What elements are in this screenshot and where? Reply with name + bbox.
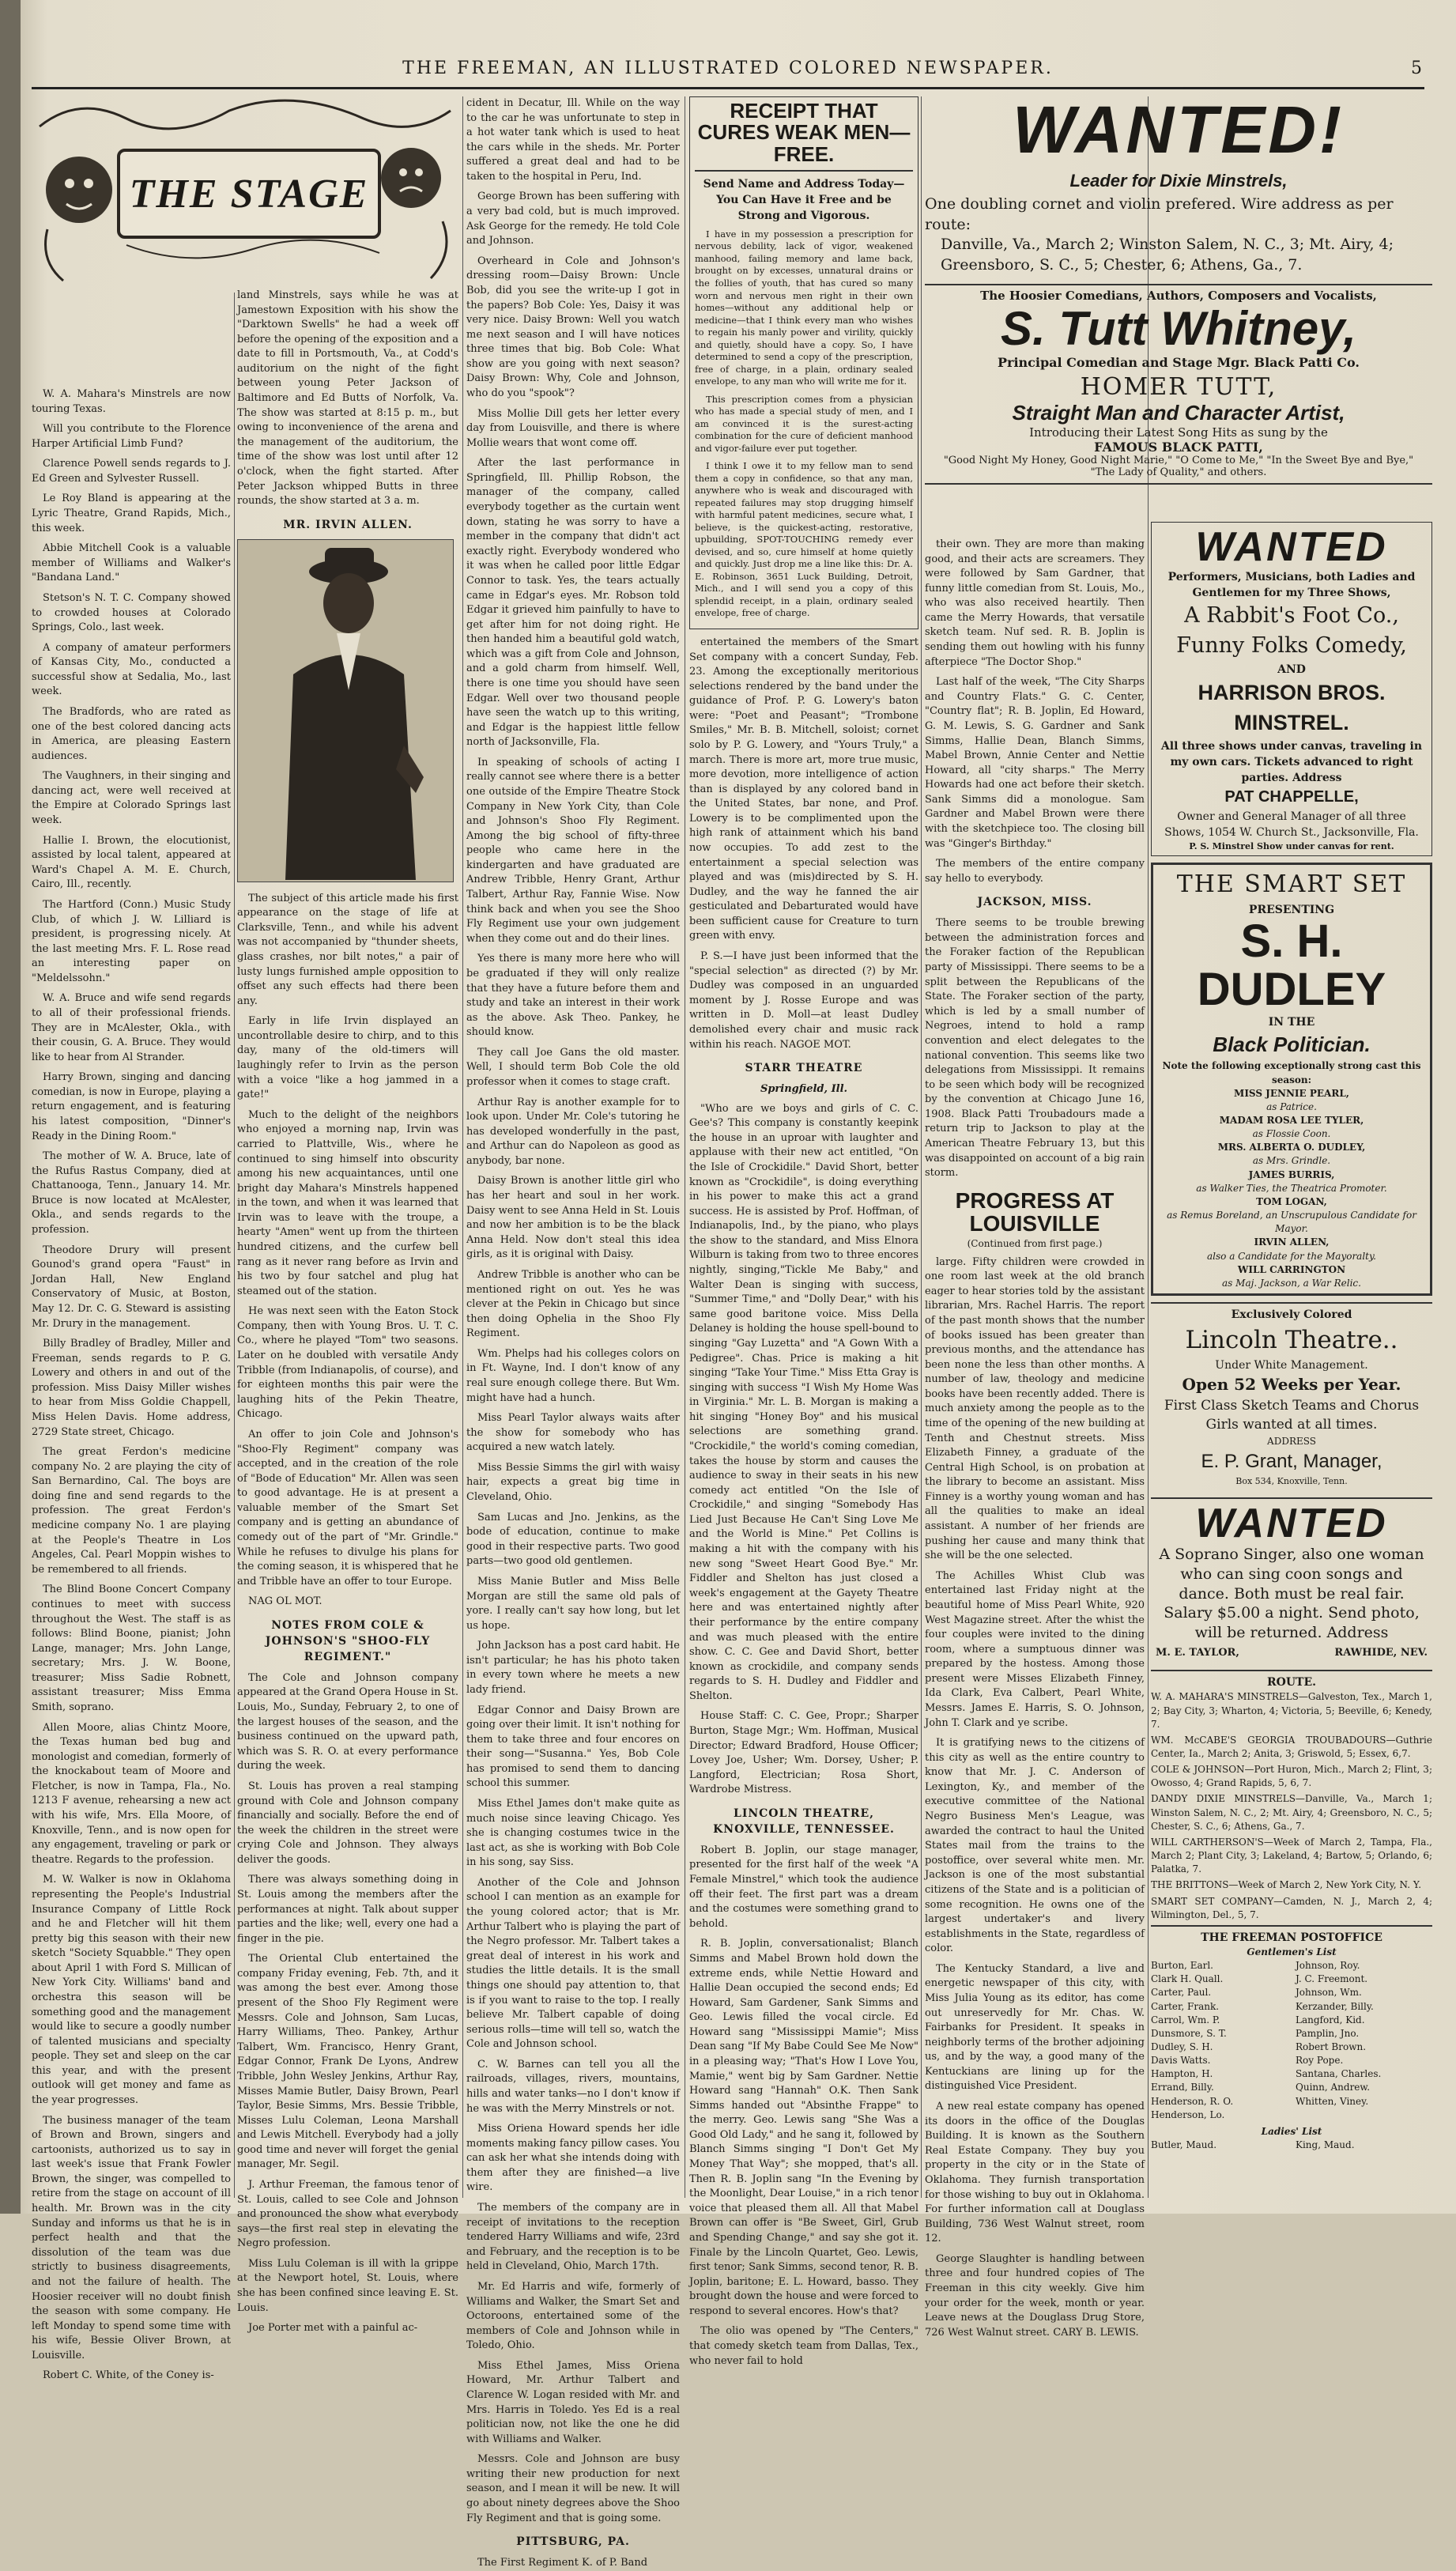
paragraph: After the last performance in Springfield, Ill. Phillip Robson, the manager of the company, called everybody together as the curtain went down, stating he was sorry to have a member in the company that didn't act exactly right. Everybody wondered who it was when he called poor little Edgar Connor to task. Yes, the tears actually came in Edgar's eyes. Mr. Robson told Edgar it grieved him painfully to have to get after him for not doing right. He then handed him a beautiful gold watch, which was a gift from Cole and Johnson, and a gold charm from himself. Well, there is one time you should have seen Edgar. Well over two thousand people have seen the watch up to this writing, and Edgar is the happiest little fellow north of Jacksonville, Fla. <box>466 457 680 749</box>
cast-line: JAMES BURRIS, <box>1248 1168 1335 1180</box>
gentleman-name: Robert Brown. <box>1296 2041 1367 2052</box>
column-rule <box>234 293 235 2198</box>
portrait-photo <box>238 540 453 882</box>
paragraph: George Slaughter is handling between three and four hundred copies of The Freeman in this city weekly. Give him your order for the week, month or year. Leave news at the Douglass Drug Store, 726 West Walnut street. CARY B. LEWIS. <box>925 2252 1145 2339</box>
route-line: WILL CARTHERSON'S—Week of March 2, Tampa, Fla., March 2; Plant City, 3; Lakeland, 4; Bartow, 5; Orlando, 6; Palatka, 7. <box>1151 1836 1432 1875</box>
homer-name: HOMER TUTT, <box>1080 372 1277 401</box>
gentleman-name: Henderson, Lo. <box>1151 2109 1225 2120</box>
news-item: Robert C. White, of the Coney is- <box>43 2369 214 2382</box>
cast-line: as Mrs. Grindle. <box>1252 1155 1331 1167</box>
wanted-lead: Leader for Dixie Minstrels, <box>1069 171 1288 191</box>
paragraph: R. B. Joplin, conversationalist; Blanch Simms and Mabel Brown hold down the extreme ends, while Nettie Howard and Hallie Dean occupied the second ends; Ed Howard, Sam Gardener, Sank Simms and Geo. Lewis filled the vocal circle. Ed Howard sang "Mississippi Mamie"; Miss Dean sang "If My Babe Could See Me Now" in a pleasing way; "That's How I Love You, Mamie," went big by Sam Gardner. Nettie Howard sang "Hannah" O.K. Then Sank Simms handed out "Absinthe Frappe" to the merry. Geo. Lewis sang "She Was a Good Old Lady," and he sang it, followed by Blanch Simms singing "I Don't Get My Money That Way"; she mopped, that's all. Then R. B. Joplin sang "In the Evening by the Moonlight, Dear Louise," in a rich tenor voice that pleased them all. All that Mabel Brown can offer is "Be Sweet, Girl, Grub and Spending Change," and say she got it. Finale by the Lincoln Quartet, Geo. Lewis, first tenor; Sank Simms, second tenor, R. B. Joplin, baritone; E. L. Howard, basso. They brought down the house and were forced to respond to several encores. How's that? <box>689 1938 918 2317</box>
news-item: M. W. Walker is now in Oklahoma representing the People's Industrial Insurance Company of Little Rock and he and Fletcher will hit them pretty big this season with their new sketch "Society Squabble." They open about April 1 with Ford S. Millican of New York City. Williams' band and orchestra this season will be something good and the management would like to secure a goodly number of talented musicians and specialty people. They set and sleep on the car this year, and with the present outlook will get money and fame as the year progresses. <box>32 1874 231 2107</box>
news-item: Stetson's N. T. C. Company showed to crowded houses at Colorado Springs, Colo., last week. <box>32 591 231 634</box>
gentleman-name: Johnson, Roy. <box>1296 1960 1360 1972</box>
gentleman-name: Santana, Charles. <box>1296 2068 1382 2080</box>
route-list <box>1151 1690 1432 1922</box>
jackson-article: There seems to be trouble brewing between the administration forces and the Foraker faction of the Republican party of Mississippi. There seems to be a split between the Republicans of the State. The Foraker section of the party, which is led by a small number of Negroes, intend to hold a ramp convention and elect delegates to the national convention. This seems like two delegations from Mississippi. It remains to be seen which body will be recognized by the convention at Chicago June 16, 1908. Black Patti Troubadours made a return trip to Jackson to play at the American Theatre February 13, but this was disappointed on account of a big rain storm. <box>925 917 1145 1180</box>
news-item: A company of amateur performers of Kansas City, Mo., conducted a successful show at Sedalia, Mo., last week. <box>32 641 231 698</box>
smart-set-star: S. H. DUDLEY <box>1197 916 1386 1016</box>
article-continuation: cident in Decatur, Ill. While on the way to the car he was unfortunate to step in a hot water tank which is used to heat the cars while in the sheds. Mr. Porter suffered a great deal and had to be taken to the hospital in Peru, Ind. <box>466 97 680 183</box>
pittsburg-heading: PITTSBURG, PA. <box>516 2535 630 2549</box>
gentleman-name: Roy Pope. <box>1296 2055 1344 2067</box>
route-line: COLE & JOHNSON—Port Huron, Mich., March 2; Flint, 3; Owosso, 4; Grand Rapids, 5, 6, 7. <box>1151 1764 1432 1789</box>
paragraph: An offer to join Cole and Johnson's "Shoo-Fly Regiment" company was accepted, and in the creation of the role of "Bode of Education" Mr. Allen was seen to good advantage. He is at present a valuable member of the Smart Set company and is getting an abundance of comedy out of the part of "Mr. Grindle." While he refuses to divulge his plans for the coming season, it is whispered that he and Tribble have an offer to tour Europe. <box>237 1428 458 1588</box>
show-name: Funny Folks Comedy, <box>1176 633 1407 659</box>
paragraph: The Oriental Club entertained the company Friday evening, Feb. 7th, and it was among the best ever. Among those present of the Shoo Fly Regiment were Messrs. Cole and Johnson, Sam Lucas, Harry Williams, Theo. Pankey, Arthur Talbert, Wm. Francisco, Henry Grant, Edgar Connor, Frank De Lyons, Andrew Tribble, John Wesley Jenkins, Arthur Ray, Misses Mamie Butler, Daisy Brown, Pearl Taylor, Besie Simms, Mrs. Bessie Tribble, Misses Lulu Coleman, Leona Marshall and Lewis Mitchell. Everybody had a jolly good time and never will forget the genial manager, Mr. Segil. <box>237 1953 458 2171</box>
lincoln-ad-box: Box 534, Knoxville, Tenn. <box>1235 1476 1348 1487</box>
paragraph: entertained the members of the Smart Set company with a concert Sunday, Feb. 23. Among the exceptionally meritorious selections rendered by the band under the guidance of Prof. P. G. Lowery's baton were: "Poet and Peasant"; "Trombone Smiles," Mr. B. B. Mitchell, soloist; cornet solo by P. G. Lowery, and "Yours Truly," a march. There is more art, more true music, more devotion, more intelligence of action than is displayed by any colored band in the United States, bar none, and Prof. Lowery is to be complimented upon the high rank of attainment which his band now occupies. To add zest to the entertainment a special selection was played and was (mis)directed by S. H. Dudley, and the way he fanned the air gesticulated and Debarturated would have been sufficient cause for Creature to turn green with envy. <box>689 636 918 942</box>
paragraph: Early in life Irvin displayed an uncontrollable desire to chirp, and to this day, many of the old-timers will laughingly refer to Irvin as the person with a voice "like a hog jammed in a gate!" <box>237 1015 458 1101</box>
article-continuation: land Minstrels, says while he was at Jamestown Exposition with his show the "Darktown Swells" he had a week off before the opening of the exposition and a date to fill in Portsmouth, Va., at Codd's auditorium on the night of the fight between young Peter Jackson of Baltimore and Ed Butts of Norfolk, Va. The show was started at 8:15 p. m., but owing to inconvenience of the arena and the management of the auditorium, the time of the show was lost until after 12 o'clock, when the fight started. After Peter Jackson whipped Butts in three rounds, the show started at 3 a. m. <box>237 289 458 508</box>
paragraph: Edgar Connor and Daisy Brown are going over their limit. It isn't nothing for them to take three and four encores on their song—"Susanna." Yes, Bob Cole has promised to send them to dancing school this summer. <box>466 1704 680 1790</box>
paragraph: Miss Mollie Dill gets her letter every day from Louisville, and there is where Mollie wears that wont come off. <box>466 407 680 449</box>
paragraph: Miss Pearl Taylor always waits after the show for somebody who has acquired a new watch lately. <box>466 1412 680 1454</box>
paragraph: Yes there is many more here who will be graduated if they will only realize that they have a future before them and study and take an interest in their work as the above. Ask Theo. Pankey, he should know. <box>466 953 680 1039</box>
paragraph: Robert B. Joplin, our stage manager, presented for the first half of the week "A Female Minstrel," which took the audience off their feet. The first part was a dream and the costumes were something grand to behold. <box>689 1844 918 1930</box>
gentlemen-list <box>1151 1959 1432 2122</box>
gentleman-name: Whitten, Viney. <box>1296 2095 1369 2107</box>
paragraph: He was next seen with the Eaton Stock Company, then with Young Bros. U. T. C. Co., where he played "Tom" two seasons. Later on he doubled with versatile Andy Tribble (from Indianapolis, of course), and for eighteen months this pair were the laughing hits of the Pekin Theatre, Chicago. <box>237 1305 458 1421</box>
lincoln-continuation <box>925 538 1145 886</box>
column-stage-notes <box>32 387 231 2382</box>
paragraph: Another of the Cole and Johnson school I can mention as an example for the young colored actor; that is Mr. Arthur Talbert who is playing the part of the Negro professor. Mr. Talbert takes a great deal of interest in his work and studies the little details. It is the small things one should pay attention to, that is if you want to raise to the top. I really believe Mr. Talbert capable of doing serious rolls—time will tell so, watch the Cole and Johnson school. <box>466 1876 680 2051</box>
paragraph: Much to the delight of the neighbors who enjoyed a morning nap, Irvin was carried to Plattville, Wis., where he continued to sing himself into obscurity among his new acquaintances, until one bright day Mahara's Minstrels happened in the town, and when it was learned that Irvin was to leave with the troupe, a hearty "Amen" went up from the thirteen hundred citizens, and the curfew bell rang as it never rang before as Irvin and his two by four satchel and plug hat steamed out of the station. <box>237 1108 458 1297</box>
gentleman-name <box>1296 2109 1432 2122</box>
paragraph: The members of the company are in receipt of invitations to the reception tendered Harry Williams and wife, 23rd and February, and the reception is to be held in Cleveland, Ohio, March 17th. <box>466 2202 680 2273</box>
news-item: The Hartford (Conn.) Music Study Club, of which J. W. Lilliard is president, is progressing nicely. At the last meeting Mrs. F. L. Rose read an interesting paper on "Meldelssohn." <box>32 898 231 984</box>
gentleman-name: Errand, Billy. <box>1151 2082 1214 2093</box>
paragraph: The Cole and Johnson company appeared at the Grand Opera House in St. Louis, Mo., Sunday, February 2, to one of the largest houses of the season, and the business continued on the upward path, which was S. R. O. at every performance during the week. <box>237 1671 458 1773</box>
gentleman-name: Carter, Frank. <box>1151 2000 1220 2012</box>
paragraph: Last half of the week, "The City Sharps and Country Flats." G. C. Center, "Country flat"; R. B. Joplin, Ed Howard, G. M. Lewis, S. G. Gardner and Sank Simms, Hallie Dean, Blanch Simms, Mabel Brown, Annie Center and Nettie Howard, all "city sharps." The Merry Howards had one act before their sketch. Sank Simms did a monologue. Sam Gardner and Mabel Brown were there with the sketchpiece too. The closing bill was "Ginger's Birthday." <box>925 676 1145 850</box>
news-item: The Bradfords, who are rated as one of the best colored dancing acts in America, are pleasing Eastern audiences. <box>32 705 231 762</box>
gentleman-name: Pamplin, Jno. <box>1296 2027 1360 2039</box>
gentleman-name: Dudley, S. H. <box>1151 2041 1213 2052</box>
cast-line: as Walker Ties, the Theatrica Promoter. <box>1196 1182 1387 1194</box>
route-section <box>1151 1670 1432 1922</box>
paragraph: I have in my possession a prescription for nervous debility, lack of vigor, weakened manhood, failing memory and lame back, brought on by excesses, unnatural drains or the follies of youth, that has cured so many worn and nervous men right in their own homes—without any additional help or medicine—that I think every man who wishes to regain his manly power and virility, quickly and quietly, should have a copy. So, I have determined to send a copy of the prescription, free of charge, in a plain, ordinary sealed envelope, to any man who will write me for it. <box>695 228 913 387</box>
route-line: WM. McCABE'S GEORGIA TROUBADOURS—Guthrie Center, Ia., March 2; Anita, 3; Griswold, 5; Essex, 6,7. <box>1151 1734 1432 1759</box>
news-item: The mother of W. A. Bruce, late of the Rufus Rastus Company, died at Chattanooga, Tenn., January 14. Mr. Bruce is now located at McAlester, Okla., and sends regards to the profession. <box>32 1150 231 1236</box>
news-item: The great Ferdon's medicine company No. 2 are playing the city of San Bernardino, Cal. The boys are doing fine and send regards to the profession. The great Ferdon's medicine company No. 1 are playing at the People's Theatre in Los Angeles, Cal. Pearl Moppin wishes to be remembered to all friends. <box>32 1446 231 1576</box>
tutt-famous: FAMOUS BLACK PATTI, <box>1094 439 1263 455</box>
left-page-edge <box>0 0 21 2214</box>
mask-icon <box>46 157 112 223</box>
paragraph: House Staff: C. C. Gee, Propr.; Sharper Burton, Stage Mgr.; Wm. Hoffman, Musical Director; Edward Bradford, House Officer; Lovey Joe, Usher; Wm. Dorsey, Usher; P. Langford, Electrician; Rosa Short, Wardrobe Mistress. <box>689 1710 918 1796</box>
news-item: Clarence Powell sends regards to J. Ed Green and Sylvester Russell. <box>32 458 231 485</box>
paragraph: Wm. Phelps had his colleges colors on in Ft. Wayne, Ind. I don't know of any real sure enough college there. But Wm. might have had a hunch. <box>466 1347 680 1404</box>
cast-line: TOM LOGAN, <box>1256 1195 1327 1207</box>
lincoln-ad-open: Open 52 Weeks per Year. <box>1182 1375 1401 1395</box>
paragraph: They call Joe Gans the old master. Well, I should term Bob Cole the old professor when it comes to stage craft. <box>466 1046 680 1088</box>
irvin-allen-portrait <box>237 539 454 882</box>
receipt-ad-subtitle: Send Name and Address Today—You Can Have it Free and be Strong and Vigorous. <box>703 177 905 222</box>
tutt-songs: "Good Night My Honey, Good Night Marie," "O Come to Me," "In the Sweet Bye and Bye," "The Lady of Quality," and others. <box>943 454 1414 478</box>
band-concert-article <box>689 636 918 1052</box>
wanted-body: A Soprano Singer, also one woman who can sing coon songs and dance. Both must be real fair. Salary $5.00 a night. Send photo, will be returned. Address <box>1159 1546 1424 1642</box>
paragraph: The subject of this article made his first appearance on the stage of life at Clarksville, Tenn., and while his advent was not accompanied by "thunder sheets, glass crashes, nor bilt notes," a pair of lusty lungs furnished ample opposition to offset any such effects had there been any. <box>237 892 458 1007</box>
article-heading: NOTES FROM COLE & JOHNSON'S "SHOO-FLY REGIMENT." <box>265 1618 431 1663</box>
route-line: SMART SET COMPANY—Camden, N. J., March 2, 4; Wilmington, Del., 5, 7. <box>1151 1895 1432 1920</box>
news-item: The business manager of the team of Brown and Brown, singers and cartoonists, authorized us to say in last week's issue that Frank Fowler Brown, the singer, was compelled to retire from the stage on account of ill health. Mr. Brown was in the city Sunday and informs us that he is in perfect health and that the dissolution of the team was due strictly to business disagreements, and not the failure of health. The Hoosier receiver will no doubt finish the season with some company. He left Monday to spend some time with his wife, Bessie Oliver Brown, at Louisville. <box>32 2114 231 2361</box>
masthead-rule <box>32 87 1424 89</box>
news-item: Abbie Mitchell Cook is a valuable member of Williams and Walker's "Bandana Land." <box>32 542 231 584</box>
gentleman-name: Carter, Paul. <box>1151 1987 1212 1999</box>
gentleman-name: Quinn, Andrew. <box>1296 2082 1371 2093</box>
paragraph: Overheard in Cole and Johnson's dressing room—Daisy Brown: Uncle Bob, did you see the write-up I got in the papers? Bob Cole: Yes, Daisy it was very nice. Daisy Brown: Well you watch me next season and I will have notices three times that big. Bob Cole: What show are you going with next season? Daisy Brown: Why, Cole and Johnson, who do you "spook"? <box>466 255 680 399</box>
gentleman-name: Carrol, Wm. P. <box>1151 2014 1220 2025</box>
gentleman-name: Davis Watts. <box>1151 2055 1211 2067</box>
smart-set-show: Black Politician. <box>1213 1033 1371 1057</box>
gentleman-name: Clark H. Quall. <box>1151 1973 1224 1985</box>
paragraph: The Achilles Whist Club was entertained last Friday night at the beautiful home of Miss Pearl White, 920 West Magazine street. After the whist the four couples were invited to the dining room, where a sumptuous dinner was prepared by the hostess. Among those present were Misses Elizabeth Finney, Ida Clark, Eva Calbert, Pearl White, Messrs. James E. Harris, S. O. Johnson, John T. Clark and ye scribe. <box>925 1569 1145 1729</box>
stage-banner <box>32 95 458 285</box>
wanted-body: One doubling cornet and violin prefered. Wire address as per route: <box>925 195 1394 233</box>
paragraph: There was always something doing in St. Louis among the members after the performances at night. Talk about supper parties and the like; well, every one had a finger in the pie. <box>237 1874 458 1945</box>
smart-set-note: Note the following exceptionally strong cast this season: <box>1162 1060 1421 1085</box>
paragraph: Miss Bessie Simms the girl with waisy hair, expects a great big time in Cleveland, Ohio. <box>466 1461 680 1504</box>
starr-article <box>689 1102 918 1798</box>
lincoln-ad-mgmt: Under White Management. <box>1215 1359 1368 1372</box>
receipt-ad-body <box>695 228 913 620</box>
cast-line: MADAM ROSA LEE TYLER, <box>1219 1114 1364 1126</box>
paragraph: Sam Lucas and Jno. Jenkins, as the bode of education, continue to make good in their respective parts. Two good parts—two good old gentlemen. <box>466 1511 680 1568</box>
news-item: Theodore Drury will present Gounod's grand opera "Faust" in Jordan Hall, New England Conservatory of Music, at Boston, May 12. Dr. C. G. Steward is assisting Mr. Drury in the management. <box>32 1244 231 1330</box>
paragraph: Miss Lulu Coleman is ill with la grippe at the Newport hotel, St. Louis, where she has been confined since leaving E. St. Louis. <box>237 2257 458 2314</box>
homer-role: Straight Man and Character Artist, <box>1012 400 1345 425</box>
column-rule <box>462 96 463 2198</box>
tutt-name: S. Tutt Whitney, <box>1001 301 1356 355</box>
cast-line: as Remus Boreland, an Unscrupulous Candidate for Mayor. <box>1167 1210 1416 1235</box>
wanted-title: WANTED <box>1195 524 1388 570</box>
gentleman-name: J. C. Freemont. <box>1296 1973 1368 1985</box>
wanted-sub: Performers, Musicians, both Ladies and Gentlemen for my Three Shows, <box>1167 570 1416 599</box>
lincoln-ad-top: Exclusively Colored <box>1231 1308 1352 1321</box>
paragraph: Miss Manie Butler and Miss Belle Morgan are still the same old pals of yore. I really can't say how long, but let us hope. <box>466 1575 680 1632</box>
gentleman-name: Johnson, Wm. <box>1296 1987 1362 1999</box>
column-rule <box>921 96 922 2198</box>
ladies-list <box>1151 2139 1432 2152</box>
receipt-ad <box>689 96 918 629</box>
paragraph: their own. They are more than making good, and their acts are screamers. They were followed by Sam Gardner, that funny little comedian from St. Louis, Mo., who was also received heartily. Then came the Merry Howards, that versatile sketch team. Nuf sed. R. B. Joplin is sending them out howling with his funny afterpiece "The Doctor Shop." <box>925 538 1145 668</box>
smart-set-presenting: PRESENTING <box>1248 904 1335 917</box>
ad-ps: P. S. Minstrel Show under canvas for rent. <box>1189 840 1394 851</box>
paragraph: I think I owe it to my fellow man to send them a copy in confidence, so that any man, anywhere who is weak and discouraged with repeated failures may stop drugging himself with harmful patent medicines, secure what, I believe, is the quickest-acting, restorative, upbuilding, SPOT-TOUCHING remedy ever devised, and so, cure himself at home quietly and quickly. Just drop me a line like this: Dr. A. E. Robinson, 3651 Luck Building, Detroit, Mich., and I will send you a copy of this splendid receipt, in a plain, ordinary sealed envelope, free of charge. <box>695 460 913 619</box>
ladies-heading: Ladies' List <box>1261 2125 1322 2137</box>
news-item: Allen Moore, alias Chintz Moore, the Texas human bed bug and monologist and comedian, formerly of the knockabout team of Moore and Fletcher, is now in Tampa, Fla., No. 1213 F avenue, rehearsing a new act with his wife, Mrs. Ella Moore, of Knoxville, Tenn., and is now open for any engagement, traveling or park or theatre. Regards to the profession. <box>32 1721 231 1866</box>
paragraph: A new real estate company has opened its doors in the office of the Douglas Building. It is known as the Southern Real Estate Company. They buy you property in the city or in the State of Oklahoma. They furnish transportation for those wishing to buy out in Oklahoma. For further information call at Douglass Building, 736 West Walnut street, room 12. <box>925 2101 1145 2245</box>
paragraph: John Jackson has a post card habit. He isn't particular; he has his photo taken in every town where he meets a new lady friend. <box>466 1640 680 1696</box>
paragraph: Andrew Tribble is another who can be mentioned right on out. Yes he was clever at the Pekin in Chicago but since then doing Ophelia in the Shoo Fly Regiment. <box>466 1268 680 1340</box>
paragraph: J. Arthur Freeman, the famous tenor of St. Louis, called to see Cole and Johnson and pronounced the show what everybody says—the first real step in elevating the Negro profession. <box>237 2178 458 2250</box>
paragraph: C. W. Barnes can tell you all the railroads, villages, rivers, mountains, hills and water tanks—no I don't know if he was with the Merry Minstrels or not. <box>466 2058 680 2115</box>
show-name: A Rabbit's Foot Co., <box>1184 602 1399 628</box>
pittsburg-text: The First Regiment K. of P. Band <box>477 2557 648 2569</box>
route-heading: ROUTE. <box>1266 1676 1316 1689</box>
paragraph: St. Louis has proven a real stamping ground with Cole and Johnson company financially and socially. Before the end of the week the children in the street were crying Cole and Johnson. They always deliver the goods. <box>237 1780 458 1866</box>
column-louisville <box>925 538 1145 2339</box>
news-item: Le Roy Bland is appearing at the Lyric Theatre, Grand Rapids, Mich., this week. <box>32 493 231 534</box>
paragraph: Miss Oriena Howard spends her idle moments making fancy pillow cases. You can ask her what she intends doing with them after they are finished—a live wire. <box>466 2123 680 2194</box>
news-item: The Blind Boone Concert Company continues to meet with success throughout the West. The staff is as follows: Blind Boone, pianist; John Lange, manager; Mrs. John Lange, secretary; Mrs. J. W. Boone, treasurer; Miss Sadie Robnett, assistant treasurer; Miss Emma Smith, soprano. <box>32 1584 231 1713</box>
and-divider: AND <box>1277 663 1306 676</box>
cast-line: as Patrice. <box>1266 1101 1317 1112</box>
ad-body: All three shows under canvas, traveling in my own cars. Tickets advanced to right parties. Address <box>1160 740 1423 785</box>
route-line: W. A. MAHARA'S MINSTRELS—Galveston, Tex., March 1, 2; Bay City, 3; Wharton, 4; Victoria, 5; Beeville, 6; Kenedy, 7. <box>1151 1691 1432 1730</box>
progress-heading: PROGRESS AT LOUISVILLE <box>955 1187 1115 1236</box>
paragraph: In speaking of schools of acting I really cannot see where there is a better one outside of the Empire Theatre Stock Company in New York City, than Cole and Johnson's Shoo Fly Regiment. Among the big school of fifty-three people who came here in the kindergarten and have graduated are Andrew Tribble, Henry Grant, Arthur Talbert, Arthur Ray, Fannie Wise. Now think back and when you see the Shoo Fly Regiment use your own judgement when they come out and do their lines. <box>466 756 680 945</box>
news-item: Billy Bradley of Bradley, Miller and Freeman, sends regards to P. G. Lowery and others in and out of the profession. Miss Daisy Miller wishes to hear from Miss Goldie Chappell, Miss Helen Davis. Home address, 2729 State street, Chicago. <box>32 1338 231 1438</box>
paragraph: Miss Ethel James don't make quite as much noise since leaving Chicago. Yes she is changing costumes twice in the last act, as she is working with Bob Cole in his song, say Siss. <box>466 1798 680 1869</box>
gentlemen-heading: Gentlemen's List <box>1247 1946 1337 1958</box>
paragraph: George Brown has been suffering with a very bad cold, but is much improved. Ask George for the remedy. He told Cole and Johnson. <box>466 191 680 247</box>
article-heading: MR. IRVIN ALLEN. <box>283 518 413 531</box>
postoffice-heading: THE FREEMAN POSTOFFICE <box>1201 1931 1382 1944</box>
cast-line: as Maj. Jackson, a War Relic. <box>1222 1277 1361 1289</box>
paragraph: Mr. Ed Harris and wife, formerly of Williams and Walker, the Smart Set and Octoroons, entertained some of the members of Cole and Johnson while in Toledo, Ohio. <box>466 2280 680 2352</box>
gentleman-name: Henderson, R. O. <box>1151 2095 1234 2107</box>
cast-line: IRVIN ALLEN, <box>1254 1236 1330 1248</box>
shoo-fly-paragraphs <box>466 190 680 2526</box>
smart-set-cast <box>1158 1087 1425 1290</box>
wanted-route: Danville, Va., March 2; Winston Salem, N. C., 3; Mt. Airy, 4; Greensboro, S. C., 5; Chester, 6; Athens, Ga., 7. <box>941 236 1394 274</box>
postoffice-section <box>1151 1925 1432 2152</box>
wanted-signature <box>1156 1646 1428 1661</box>
cast-line: MISS JENNIE PEARL, <box>1234 1087 1349 1099</box>
gentleman-name: Dunsmore, S. T. <box>1151 2027 1227 2039</box>
mask-icon <box>381 148 441 208</box>
progress-subheading: (Continued from first page.) <box>967 1237 1103 1249</box>
paragraph: P. S.—I have just been informed that the "special selection" as directed (?) by Mr. Dudley was composed in an unguarded moment by J. Rosse Europe and was written in D. Moll—at least Dudley demolished every chair and music rack within his reach. NAGOE MOT. <box>689 950 918 1051</box>
route-line: DANDY DIXIE MINSTRELS—Danville, Va., March 1; Winston Salem, N. C., 2; Mt. Airy, 4; Greensboro, N. C., 5; Chester, S. C., 6; Athens, Ga., 7. <box>1151 1793 1432 1832</box>
soprano-wanted-ad <box>1151 1497 1432 1664</box>
jackson-heading: JACKSON, MISS. <box>977 896 1092 909</box>
irvin-allen-article <box>237 892 458 1610</box>
column-ads <box>1151 522 1432 2198</box>
cast-line: as Flossie Coon. <box>1252 1128 1331 1140</box>
cast-line: MRS. ALBERTA O. DUDLEY, <box>1217 1142 1366 1153</box>
paragraph: Joe Porter met with a painful ac- <box>248 2322 418 2335</box>
tutt-top: The Hoosier Comedians, Authors, Composers and Vocalists, <box>980 288 1377 303</box>
paragraph: Messrs. Cole and Johnson are busy writing their new production for next season, and I mean it will be new. It will go about ninety degrees above the Shoo Fly Regiment and that is going some. <box>466 2453 680 2524</box>
advertiser-place: RAWHIDE, NEV. <box>1334 1646 1428 1659</box>
lincoln-ad-address-label: ADDRESS <box>1267 1435 1316 1447</box>
owner-desc: Owner and General Manager of all three Shows, 1054 W. Church St., Jacksonville, Fla. <box>1164 810 1419 839</box>
gentleman-name: Hampton, H. <box>1151 2068 1213 2080</box>
paragraph: large. Fifty children were crowded in one room last week at the old branch eager to hear stories told by the assistant librarian, Mrs. Rachel Harris. The report of the past month shows that the number of books issued has been greater than previous months, and the attendance has been none the less than other months. A number of law, theology and medicine books have been recently added. There is much anxiety among the people as to the time of the opening of the new building at Tenth and Chestnut streets. Miss Elizabeth Finney, a graduate of the Central High School, is on probation at the library to become an assistant. Miss Finney is a worthy young woman and has all the qualities to make an ideal assistant. A number of her friends are pushing her cause and many think that she will be the one selected. <box>925 1255 1145 1562</box>
wanted-title: WANTED <box>1195 1500 1388 1546</box>
show-name: HARRISON BROS. MINSTREL. <box>1198 680 1386 735</box>
paragraph: The olio was opened by "The Centers," that comedy sketch team from Dallas, Tex., who never fail to hold <box>689 2325 918 2367</box>
receipt-ad-title: RECEIPT THAT CURES WEAK MEN—FREE. <box>697 99 911 166</box>
lincoln-ad-body: First Class Sketch Teams and Chorus Girls wanted at all times. <box>1164 1397 1420 1433</box>
owner-name: PAT CHAPPELLE, <box>1224 788 1359 806</box>
smart-set-in: IN THE <box>1268 1016 1315 1029</box>
masthead <box>32 59 1424 90</box>
paragraph: It is gratifying news to the citizens of this city as well as the entire country to know that Mr. J. C. Anderson of Lexington, Ky., and member of the executive committee of the National Negro Business Men's League, was awarded the contract to haul the United States mail from the trains to the postoffice, over several white men. Mr. Jackson is one of the most substantial citizens of the State and is a politician of some recognition. He owns one of the largest undertaker's and livery establishments in the State, regardless of color. <box>925 1737 1145 1955</box>
news-item: Hallie I. Brown, the elocutionist, assisted by local talent, appeared at Ward's Chapel A. M. E. Church, Cairo, Ill., recently. <box>32 834 231 891</box>
column-irvin-allen <box>237 289 458 2335</box>
gentleman-name: Kerzander, Billy. <box>1296 2000 1374 2012</box>
paragraph: The Kentucky Standard, a live and energetic newspaper of this city, with Miss Julia Young as its editor, has come out unreservedly for Mr. Chas. W. Fairbanks for President. It speaks in neighborly terms of the brother adjoining us, and by the way, a good many of the Kentuckians are lining up for the distinguished Vice President. <box>925 1962 1145 2093</box>
stage-banner-title: THE STAGE <box>129 172 369 217</box>
tutt-role: Principal Comedian and Stage Mgr. Black Patti Co. <box>997 354 1360 370</box>
starr-heading: STARR THEATRE <box>745 1062 863 1075</box>
paragraph: The members of the entire company say hello to everybody. <box>925 858 1145 885</box>
advertiser-name: M. E. TAYLOR, <box>1156 1646 1239 1659</box>
smart-set-ad <box>1151 863 1432 1296</box>
cast-line: WILL CARRINGTON <box>1237 1263 1346 1275</box>
wanted-leader-ad <box>925 92 1432 488</box>
news-item: W. A. Bruce and wife send regards to all of their professional friends. They are in McAlester, Okla., with their cousin, G. A. Bruce. They would like to hear from Al Strander. <box>32 992 231 1063</box>
news-item: The Vaughners, in their singing and dancing act, were well received at the Empire at Colorado Springs last week. <box>32 770 231 827</box>
gentleman-name: Langford, Kid. <box>1296 2014 1365 2025</box>
lady-name: Butler, Maud. <box>1151 2139 1217 2151</box>
starr-subheading: Springfield, Ill. <box>760 1083 848 1096</box>
lincoln-theatre-ad <box>1151 1302 1432 1491</box>
column-shoo-fly-notes <box>466 96 680 2569</box>
paragraph: "Who are we boys and girls of C. C. Gee's? This company is constantly keepink the house in an uproar with laughter and applause with their new act entitled, "On the Isle of Crockidile." David Short, better known as "Crockidile", is doing everything in his power to make this act a grand success. He is assisted by Prof. Hoffman, of Indianapolis, Ind., by the piano, who plays the show to the standard, and Miss Elnora Wilburn is taking from two to three encores nightly, singing,"Tickle Me Baby," and Walter Dean is singing with success, "Summer Time," and "Dolly Dear," with his same good baritone voice. Miss Della Delaney is holding the house spell-bound to singing "Gay Luzetta" and "A Gown With a Pedigree". Chas. Price is making a hit singing "Take Your Time." Miss Etta Gray is singing with success "I Wish My Home Was in Virginia." Mr. L. B. Morgan is making a hit singing "Honey Boy" and his musical selections are something grand. "Crockidile," the world's coming comedian, takes the house by storm and causes the audience to sway in their seats in his new comedy act entitled "On the Isle of Crockidile," and singing "Somebody Has Lied Just Because He Can't Sing Love Me and the World is Mine." Pet Collins is making a hit with the company with his new song "Sweet Heart Good Bye." Mr. Fiddler and Shelton has just closed a week's engagement at the Gayety Theatre here and was entertained nightly after their performance by the entire company and was much pleased with the entire show. C. C. Gee and David Short, better known as crockidile, and company sends regards to S. H. Dudley and Fiddler and Shelton. <box>689 1102 918 1702</box>
cast-line: also a Candidate for the Mayoralty. <box>1207 1250 1376 1262</box>
paragraph: Arthur Ray is another example for to look upon. Under Mr. Cole's tutoring he has developed wonderfully in the past, and Arthur can do Napoleon as good as anybody, bar none. <box>466 1096 680 1167</box>
wanted-title: WANTED! <box>1013 92 1345 167</box>
smart-set-title: THE SMART SET <box>1176 870 1407 899</box>
column-receipt-and-theatres <box>689 96 918 2367</box>
lincoln-ad-manager: E. P. Grant, Manager, <box>1201 1450 1382 1472</box>
lincoln-heading: LINCOLN THEATRE, KNOXVILLE, TENNESSEE. <box>713 1806 895 1836</box>
masthead-title: THE FREEMAN, AN ILLUSTRATED COLORED NEWSPAPER. <box>402 59 1054 78</box>
lady-name: King, Maud. <box>1296 2139 1355 2151</box>
tutt-intro: Introducing their Latest Song Hits as sung by the <box>1029 425 1328 440</box>
gentleman-name: Burton, Earl. <box>1151 1960 1213 1972</box>
news-item: Harry Brown, singing and dancing comedian, is now in Europe, playing a return engagement, and is featuring his latest composition, "Dinner's Ready in the Dining Room." <box>32 1071 231 1142</box>
news-item: W. A. Mahara's Minstrels are now touring Texas. <box>32 388 231 415</box>
pat-chappelle-ad <box>1151 522 1432 856</box>
route-line: THE BRITTONS—Week of March 2, New York City, N. Y. <box>1151 1879 1422 1891</box>
page-number: 5 <box>1411 59 1424 78</box>
paragraph: NAG OL MOT. <box>248 1595 323 1608</box>
cole-johnson-notes <box>237 1671 458 2336</box>
progress-article <box>925 1255 1145 2341</box>
paragraph: Daisy Brown is another little girl who has her heart and soul in her work. Daisy went to see Anna Held in St. Louis and now her ambition is to be the black Anna Held. Now don't steal this idea girls, as it is original with Daisy. <box>466 1175 680 1261</box>
paragraph: This prescription comes from a physician who has made a special study of men, and I am convinced it is the surest-acting combination for the cure of deficient manhood and vigor-failure ever put together. <box>695 393 913 454</box>
paragraph: Miss Ethel James, Miss Oriena Howard, Mr. Arthur Talbert and Clarence W. Logan resided with Mr. and Mrs. Harris in Toledo. Yes Ed is a real politician now, not like the one he did with Williams and Walker. <box>466 2359 680 2445</box>
lincoln-article <box>689 1844 918 2369</box>
news-item: Will you contribute to the Florence Harper Artificial Limb Fund? <box>32 423 231 450</box>
lincoln-ad-title: Lincoln Theatre.. <box>1185 1326 1398 1355</box>
